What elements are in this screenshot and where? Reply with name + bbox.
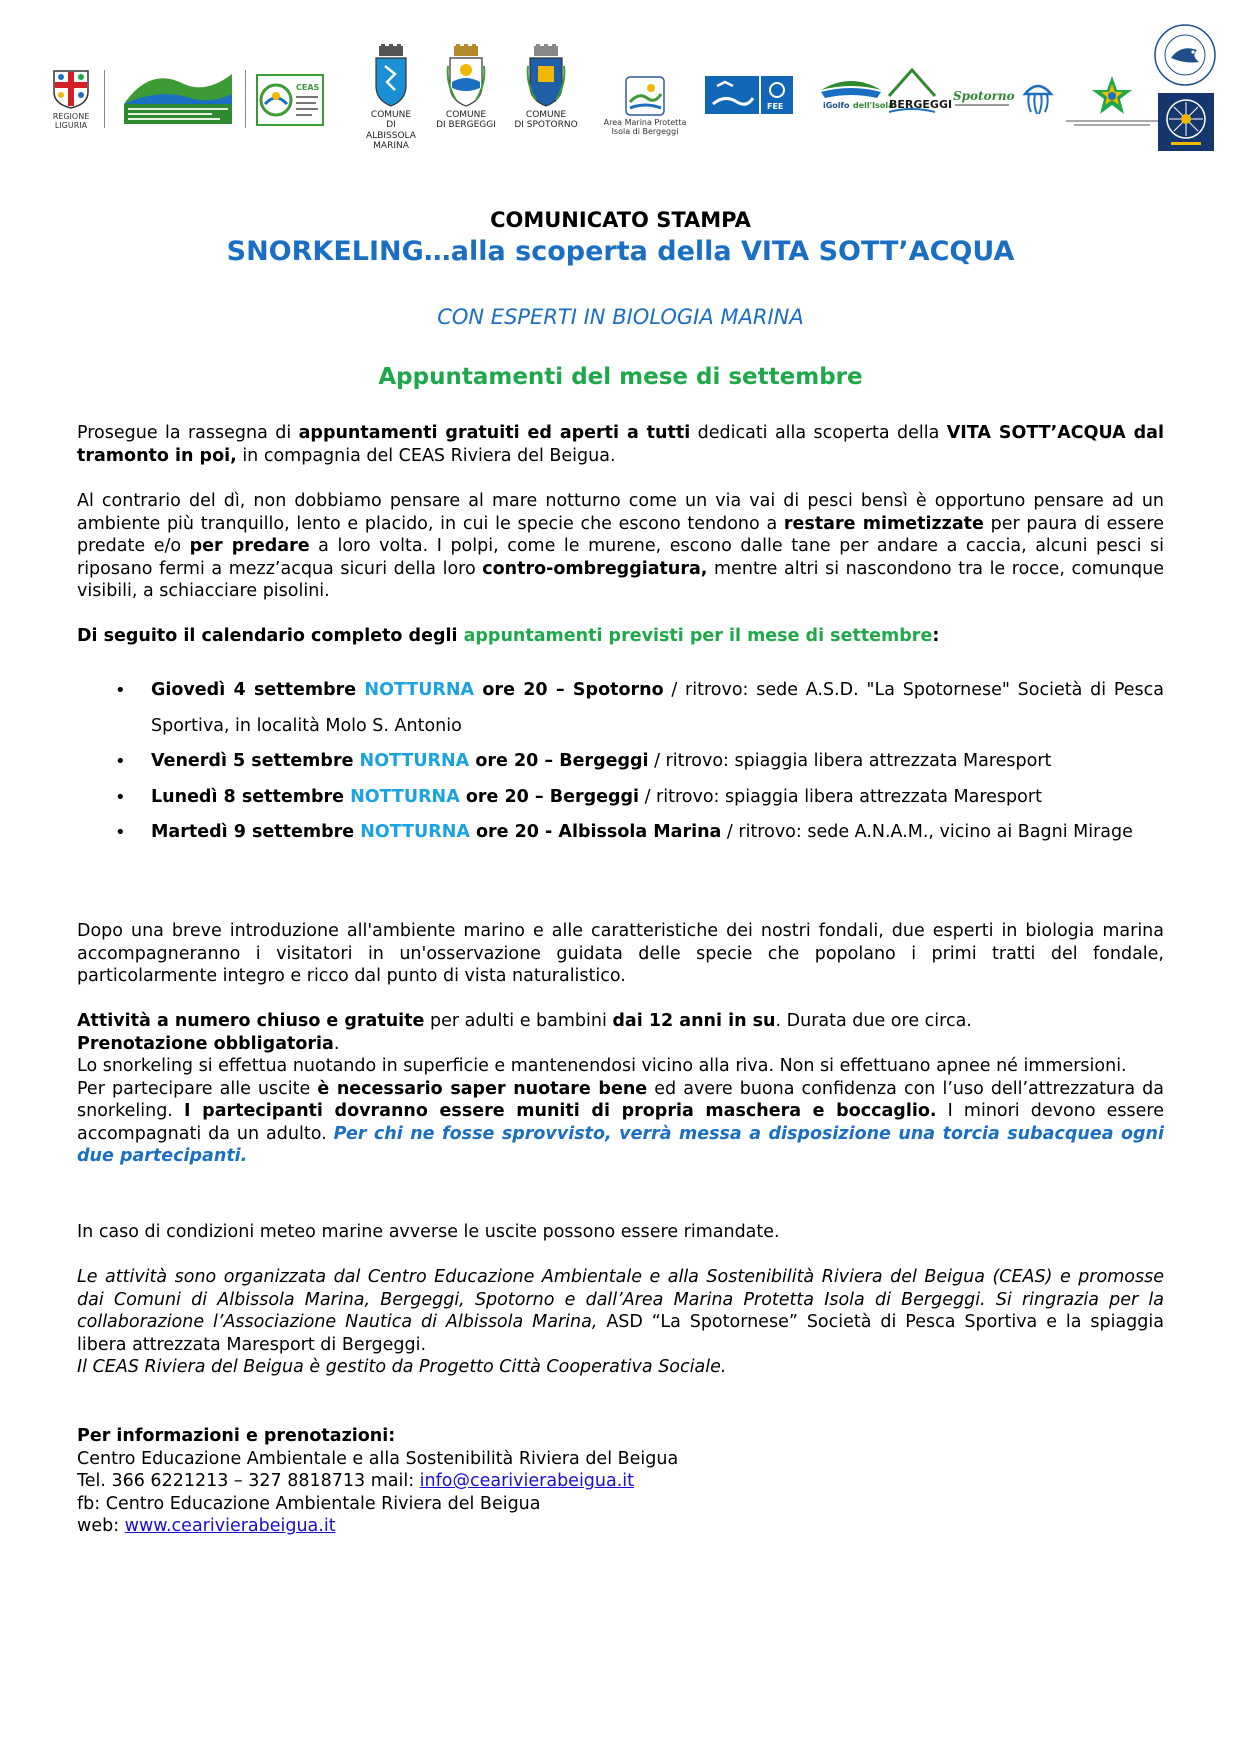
contacts-block bbox=[77, 1425, 1164, 1538]
contacts-org: Centro Educazione Ambientale e alla Sostenibilità Riviera del Beigua bbox=[77, 1448, 679, 1469]
credits-text: Le attività sono organizzata dal Centro Educazione Ambientale e alla Sostenibilità Riviera del Beigua (CEAS) e promosse dai Comuni di Albissola Marina, Bergeggi, Spotorno e dall’Area Marina Protetta Isola di Bergeggi. Si ringrazia per la collaborazione l’Associazione Nautica di Albissola Marina, bbox=[77, 1267, 1164, 1332]
subtitle: CON ESPERTI IN BIOLOGIA MARINA bbox=[437, 305, 804, 329]
night-bold: contro-ombreggiatura, bbox=[482, 558, 708, 579]
contacts-heading: Per informazioni e prenotazioni: bbox=[77, 1426, 396, 1446]
list-item bbox=[77, 673, 1164, 744]
svg-text:iGolfo: iGolfo bbox=[823, 101, 850, 110]
svg-text:BERGEGGI: BERGEGGI bbox=[889, 98, 953, 111]
rules-bold: è necessario saper nuotare bene bbox=[317, 1078, 648, 1099]
calendar-intro bbox=[77, 625, 1164, 648]
logo-caption: COMUNE DI SPOTORNO bbox=[514, 110, 578, 131]
contacts-web-label: web: bbox=[77, 1516, 125, 1536]
event-day: Giovedì 4 settembre bbox=[151, 680, 365, 700]
credits-text: Il CEAS Riviera del Beigua è gestito da Progetto Città Cooperativa Sociale. bbox=[77, 1357, 727, 1377]
intro-bold: appuntamenti gratuiti ed aperti a tutti bbox=[298, 423, 691, 443]
regione-liguria-logo bbox=[46, 68, 96, 130]
anam-logo bbox=[1156, 92, 1216, 152]
rules-text: . Durata due ore circa. bbox=[775, 1011, 972, 1031]
calendar-intro-text: : bbox=[932, 626, 940, 646]
night-text: Al contrario del dì, non dobbiamo pensare al mare notturno come un via vai di pesci bensì è opportuno pensare ad un ambiente più tranquillo, lento e placido, in cui le specie che escono tendono a bbox=[77, 491, 1164, 534]
logo-caption: REGIONE LIGURIA bbox=[52, 112, 90, 131]
press-release-label: COMUNICATO STAMPA bbox=[490, 208, 751, 232]
contacts-phone: Tel. 366 6221213 – 327 8818713 mail: bbox=[77, 1471, 420, 1491]
list-item bbox=[77, 780, 1164, 816]
intro-text: dedicati alla scoperta della bbox=[690, 423, 947, 443]
event-day: Martedì 9 settembre bbox=[151, 822, 361, 842]
jellyfish-logo bbox=[1018, 78, 1058, 116]
weather-note: In caso di condizioni meteo marine avverse le uscite possono essere rimandate. bbox=[77, 1222, 780, 1242]
list-item bbox=[77, 744, 1164, 780]
svg-text:FEE: FEE bbox=[767, 102, 784, 111]
event-time-place: ore 20 - Albissola Marina bbox=[469, 822, 722, 842]
night-bold: restare mimetizzate bbox=[783, 513, 984, 534]
month-heading: Appuntamenti del mese di settembre bbox=[378, 364, 863, 390]
event-meeting-point: / ritrovo: sede A.N.A.M., vicino ai Bagni Mirage bbox=[721, 822, 1133, 842]
credits-text: ASD “La Spotornese” Società di Pesca Sportiva e la spiaggia libera attrezzata Maresport di Bergeggi. bbox=[77, 1312, 1164, 1355]
bullet-icon: • bbox=[115, 786, 126, 808]
description-paragraph: Dopo una breve introduzione all'ambiente marino e alle caratteristiche dei nostri fondali, due esperti in biologia marina accompagneranno i visitatori in un'osservazione guidata delle specie che popolano i primi tratti del fondale, particolarmente integro e ricco dal punto di vista naturalistico. bbox=[77, 921, 1164, 986]
comune-albissola-logo bbox=[366, 44, 416, 151]
pesca-sportiva-logo bbox=[1148, 22, 1222, 88]
logo-caption: Area Marina Protetta Isola di Bergeggi bbox=[603, 118, 687, 137]
divider bbox=[104, 70, 105, 128]
intro-paragraph bbox=[77, 422, 1164, 467]
intro-text: Prosegue la rassegna di bbox=[77, 423, 299, 443]
night-text: per paura di essere predate e/o bbox=[77, 513, 1164, 556]
event-meeting-point: / ritrovo: spiaggia libera attrezzata Maresport bbox=[648, 751, 1052, 771]
comune-bergeggi-logo bbox=[436, 44, 496, 131]
calendar-intro-highlight: appuntamenti previsti per il mese di settembre bbox=[463, 626, 933, 646]
rules-bold: I partecipanti dovranno essere muniti di propria maschera e boccaglio. bbox=[184, 1101, 937, 1121]
spotorno-script-logo bbox=[950, 84, 1014, 112]
star-logo bbox=[1062, 74, 1162, 128]
bullet-icon: • bbox=[115, 680, 126, 701]
bergeggi-logo bbox=[884, 66, 953, 116]
rules-text: I minori devono essere accompagnati da un adulto. bbox=[77, 1101, 1165, 1144]
rules-bold: Attività a numero chiuso e gratuite bbox=[77, 1011, 425, 1031]
email-link[interactable]: info@cearivierabeigua.it bbox=[419, 1471, 635, 1491]
comune-spotorno-logo bbox=[514, 44, 578, 131]
night-sea-paragraph bbox=[77, 490, 1164, 603]
bullet-icon: • bbox=[115, 822, 126, 843]
rules-paragraph bbox=[77, 1010, 1164, 1168]
rules-text: Per partecipare alle uscite bbox=[77, 1078, 318, 1099]
golfo-isola-logo bbox=[816, 72, 894, 114]
event-tag: NOTTURNA bbox=[359, 751, 470, 771]
event-time-place: ore 20 – Bergeggi bbox=[459, 786, 640, 807]
bullet-icon: • bbox=[115, 751, 126, 772]
logo-caption: COMUNE DI BERGEGGI bbox=[436, 110, 496, 131]
ceas-logo bbox=[254, 74, 326, 126]
intro-text: in compagnia del CEAS Riviera del Beigua. bbox=[236, 445, 616, 466]
website-link[interactable]: www.cearivierabeigua.it bbox=[124, 1516, 336, 1536]
event-time-place: ore 20 – Spotorno bbox=[474, 680, 664, 700]
torch-note: Per chi ne fosse sprovvisto, verrà messa a disposizione una torcia subacquea ogni due partecipanti. bbox=[77, 1123, 1164, 1166]
area-marina-logo bbox=[597, 76, 693, 136]
credits-paragraph bbox=[77, 1266, 1164, 1379]
event-tag: NOTTURNA bbox=[360, 822, 470, 842]
logo-strip bbox=[0, 0, 1240, 190]
rules-text: ed avere buona confidenza con l’uso dell’attrezzatura da snorkeling. bbox=[77, 1078, 1164, 1121]
event-time-place: ore 20 – Bergeggi bbox=[469, 751, 649, 771]
rules-text: per adulti e bambini bbox=[424, 1011, 613, 1031]
rules-bold: Prenotazione obbligatoria bbox=[77, 1033, 334, 1054]
rules-text: Lo snorkeling si effettua nuotando in superficie e mantenendosi vicino alla riva. Non si effettuano apnee né immersioni. bbox=[77, 1056, 1127, 1076]
svg-text:dell'Isola: dell'Isola bbox=[853, 101, 894, 110]
calendar-intro-text: Di seguito il calendario completo degli bbox=[77, 626, 464, 646]
rules-bold: dai 12 anni in su bbox=[612, 1011, 776, 1031]
contacts-facebook: fb: Centro Educazione Ambientale Riviera del Beigua bbox=[77, 1493, 541, 1514]
event-meeting-point: / ritrovo: spiaggia libera attrezzata Maresport bbox=[639, 786, 1042, 807]
events-list bbox=[77, 673, 1164, 851]
event-meeting-point: / ritrovo: sede A.S.D. "La Spotornese" Società di Pesca Sportiva, in località Molo S. Antonio bbox=[151, 680, 1164, 736]
event-day: Venerdì 5 settembre bbox=[151, 751, 360, 771]
logo-caption: COMUNE DI ALBISSOLA MARINA bbox=[366, 110, 416, 152]
divider bbox=[245, 70, 246, 128]
svg-text:CEAS: CEAS bbox=[296, 83, 320, 92]
intro-bold: VITA SOTT’ACQUA dal tramonto in poi, bbox=[77, 423, 1164, 466]
bandiera-blu-logo bbox=[704, 76, 794, 114]
event-tag: NOTTURNA bbox=[364, 680, 475, 700]
night-bold: per predare bbox=[189, 536, 310, 556]
night-text: mentre altri si nascondono tra le rocce, comunque visibili, a schiacciare pisolini. bbox=[77, 558, 1164, 601]
svg-text:Spotorno: Spotorno bbox=[953, 89, 1015, 103]
sistema-regionale-logo bbox=[118, 64, 238, 126]
page-title: SNORKELING…alla scoperta della VITA SOTT’ACQUA bbox=[226, 236, 1015, 267]
list-item bbox=[77, 815, 1164, 851]
event-tag: NOTTURNA bbox=[350, 786, 460, 807]
night-text: a loro volta. I polpi, come le murene, escono dalle tane per andare a caccia, alcuni pesci si riposano fermi a mezz’acqua sicuri della loro bbox=[77, 536, 1165, 579]
rules-text: . bbox=[333, 1033, 340, 1054]
event-day: Lunedì 8 settembre bbox=[151, 786, 351, 807]
